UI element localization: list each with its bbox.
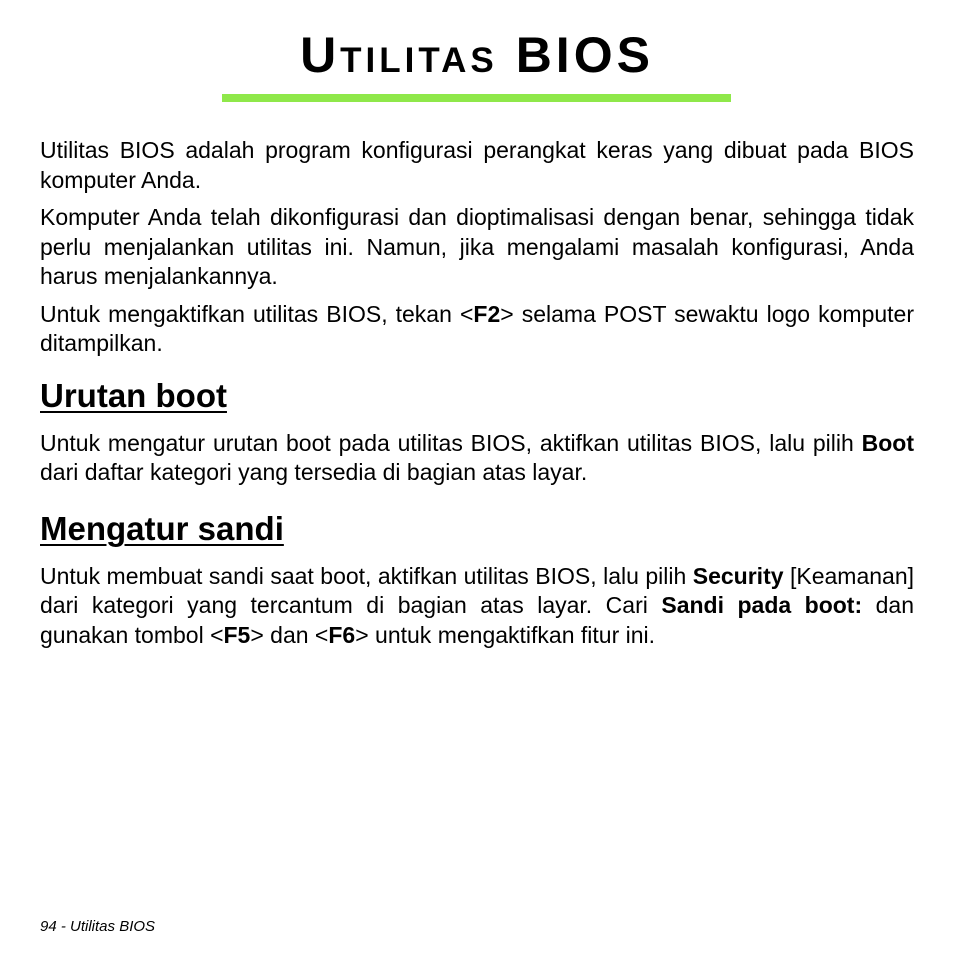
boot-text-a: Untuk mengatur urutan boot pada utilitas BIOS, aktifkan utilitas BIOS, lalu pilih — [40, 429, 862, 456]
boot-password-term: Sandi pada boot: — [661, 592, 863, 618]
security-term: Security — [692, 562, 784, 589]
title-underline-bar — [222, 94, 731, 102]
page-title — [0, 26, 954, 84]
intro-paragraph-1: Utilitas BIOS adalah program konfigurasi perangkat keras yang dibuat pada BIOS komputer Anda. — [40, 137, 914, 193]
heading-boot-order: Urutan boot — [40, 376, 227, 414]
password-text-e: > untuk mengaktifkan fitur ini. — [355, 621, 656, 648]
intro-paragraph-2: Komputer Anda telah dikonfigurasi dan dioptimalisasi dengan benar, sehingga tidak perlu menjalankan utilitas ini. Namun, jika mengalami masalah konfigurasi, Anda harus menjalankannya. — [40, 204, 914, 289]
page-title-part2: BIOS — [515, 27, 654, 83]
password-text-d: > dan < — [250, 621, 329, 648]
password-text-c: dan gunakan tombol < — [40, 592, 914, 648]
page-title-part1: Utilitas — [300, 27, 498, 83]
password-paragraph — [40, 562, 914, 651]
page-footer: 94 - Utilitas BIOS — [40, 918, 156, 935]
intro-p3-text-a: Untuk mengaktifkan utilitas BIOS, tekan < — [40, 300, 474, 327]
password-text-b: [Keamanan] dari kategori yang tercantum di bagian atas layar. Cari — [40, 562, 915, 618]
heading-set-password: Mengatur sandi — [40, 509, 284, 547]
boot-text-b: dari daftar kategori yang tersedia di bagian atas layar. — [40, 459, 588, 485]
boot-paragraph — [40, 429, 914, 488]
page-content — [40, 136, 914, 658]
boot-term: Boot — [861, 429, 914, 456]
key-f6: F6 — [328, 621, 356, 648]
password-text-a: Untuk membuat sandi saat boot, aktifkan utilitas BIOS, lalu pilih — [40, 562, 693, 589]
key-f5: F5 — [223, 621, 251, 648]
intro-p3-text-b: > selama POST sewaktu logo komputer ditampilkan. — [40, 300, 915, 356]
intro-paragraph-3 — [40, 300, 914, 359]
key-f2: F2 — [473, 300, 501, 327]
